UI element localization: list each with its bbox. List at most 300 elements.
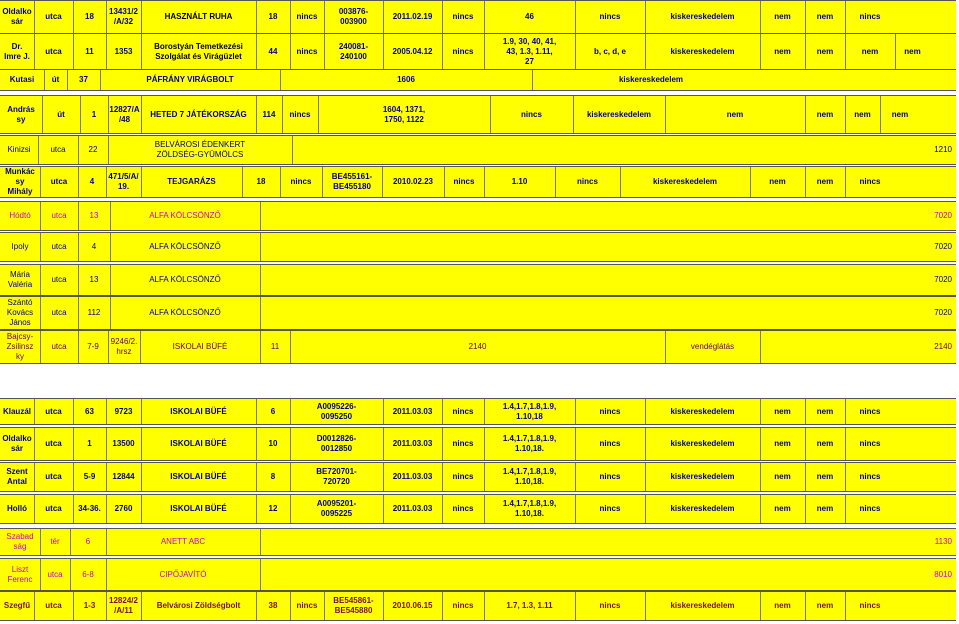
cell-divider xyxy=(645,495,646,523)
table-cell: tér xyxy=(50,537,60,546)
cell-divider xyxy=(845,96,846,133)
cell-divider xyxy=(760,1,761,33)
table-cell: Klauzál xyxy=(2,406,31,416)
table-cell: Szántó Kovács János xyxy=(6,298,34,327)
table-cell: nincs xyxy=(296,12,318,21)
table-row xyxy=(0,201,956,231)
table-cell: 2011.03.03 xyxy=(392,472,433,481)
table-cell: nincs xyxy=(577,177,598,186)
table-cell: A0095201- 0095225 xyxy=(316,499,357,518)
table-cell: utca xyxy=(50,145,66,154)
table-cell: 8 xyxy=(270,472,276,481)
cell-divider xyxy=(260,265,261,295)
table-cell: 9246/2. hrsz xyxy=(110,337,138,356)
table-cell: 7-9 xyxy=(87,342,99,351)
table-cell: nincs xyxy=(453,177,475,186)
table-cell: nincs xyxy=(452,472,474,481)
cell-divider xyxy=(805,167,806,197)
table-cell: kiskereskedelem xyxy=(670,439,735,448)
table-cell: 1.10 xyxy=(511,177,528,186)
cell-divider xyxy=(40,265,41,295)
cell-divider xyxy=(42,96,43,133)
table-cell: 2011.03.03 xyxy=(392,439,433,448)
cell-divider xyxy=(805,399,806,424)
table-cell: 2011.03.03 xyxy=(392,504,433,513)
table-cell: kiskereskedelem xyxy=(670,601,735,610)
cell-divider xyxy=(141,428,142,460)
cell-divider xyxy=(141,96,142,133)
table-cell: nincs xyxy=(452,406,474,416)
cell-divider xyxy=(40,297,41,329)
table-cell: BE720701- 720720 xyxy=(316,467,357,486)
cell-divider xyxy=(760,331,761,363)
cell-divider xyxy=(260,202,261,230)
cell-divider xyxy=(290,463,291,491)
table-cell: HASZNÁLT RUHA xyxy=(164,12,233,21)
table-cell: nincs xyxy=(452,504,474,513)
table-cell: A0095226- 0095250 xyxy=(316,401,357,421)
table-cell: b, c, d, e xyxy=(593,46,626,56)
table-cell: 1.4,1.7,1.8,1.9, 1.10,18. xyxy=(502,499,557,518)
cell-divider xyxy=(760,34,761,69)
table-cell: nem xyxy=(816,12,834,21)
table-cell: 1353 xyxy=(114,46,133,56)
cell-divider xyxy=(106,167,107,197)
table-cell: 34-36. xyxy=(78,504,101,513)
table-cell: 2140 xyxy=(468,342,487,351)
cell-divider xyxy=(760,592,761,620)
table-cell: 003876- 003900 xyxy=(338,7,369,26)
cell-divider xyxy=(760,428,761,460)
table-cell: 2011.03.03 xyxy=(392,406,433,416)
cell-divider xyxy=(78,233,79,261)
table-cell: nem xyxy=(769,177,786,186)
cell-divider xyxy=(141,399,142,424)
cell-divider xyxy=(805,428,806,460)
table-cell: nem xyxy=(774,12,791,21)
cell-divider xyxy=(484,167,485,197)
cell-divider xyxy=(106,529,107,555)
table-cell: nincs xyxy=(599,601,621,610)
cell-divider xyxy=(845,428,846,460)
cell-divider xyxy=(575,592,576,620)
cell-divider xyxy=(256,34,257,69)
cell-divider xyxy=(845,463,846,491)
cell-divider xyxy=(845,1,846,33)
table-cell: kiskereskedelem xyxy=(670,12,735,21)
cell-divider xyxy=(40,559,41,590)
table-cell: Szegfű xyxy=(3,601,31,610)
cell-divider xyxy=(34,34,35,69)
cell-divider xyxy=(442,592,443,620)
table-row xyxy=(0,591,956,621)
table-cell: ISKOLAI BÜFÉ xyxy=(170,406,227,416)
table-cell: 1.7, 1.3, 1.11 xyxy=(506,601,553,610)
table-cell: nem xyxy=(816,46,834,56)
table-cell: kiskereskedelem xyxy=(670,504,735,513)
table-cell: ISKOLAI BÜFÉ xyxy=(170,439,227,448)
table-cell: utca xyxy=(45,46,62,56)
table-cell: BE455161- BE455180 xyxy=(331,172,373,191)
cell-divider xyxy=(73,592,74,620)
cell-divider xyxy=(40,167,41,197)
cell-divider xyxy=(845,34,846,69)
cell-divider xyxy=(106,495,107,523)
table-cell: 1 xyxy=(91,109,97,119)
cell-divider xyxy=(40,331,41,363)
cell-divider xyxy=(73,463,74,491)
table-cell: BELVÁROSI ÉDENKERT ZÖLDSÉG-GYÜMÖLCS xyxy=(154,140,246,159)
cell-divider xyxy=(760,463,761,491)
table-cell: nem xyxy=(774,472,791,481)
table-cell: nem xyxy=(816,504,834,513)
table-cell: 7020 xyxy=(934,211,952,220)
cell-divider xyxy=(282,96,283,133)
cell-divider xyxy=(383,495,384,523)
table-cell: kiskereskedelem xyxy=(670,472,735,481)
cell-divider xyxy=(260,331,261,363)
cell-divider xyxy=(73,495,74,523)
table-cell: nem xyxy=(861,46,879,56)
cell-divider xyxy=(845,167,846,197)
table-row xyxy=(0,33,956,70)
table-cell: nincs xyxy=(296,46,318,56)
cell-divider xyxy=(34,463,35,491)
table-cell: PÁFRÁNY VIRÁGBOLT xyxy=(146,75,234,84)
table-cell: kiskereskedelem xyxy=(670,406,735,416)
table-cell: utca xyxy=(45,601,62,610)
table-cell: nincs xyxy=(859,406,881,416)
table-cell: nem xyxy=(891,109,909,119)
cell-divider xyxy=(324,1,325,33)
cell-divider xyxy=(78,265,79,295)
table-cell: nincs xyxy=(452,12,474,21)
table-cell: 2760 xyxy=(114,504,133,513)
table-cell: 5-9 xyxy=(83,472,96,481)
cell-divider xyxy=(70,529,71,555)
table-cell: 13500 xyxy=(112,439,135,448)
table-cell: nem xyxy=(774,504,791,513)
table-cell: utca xyxy=(47,569,63,579)
table-cell: 6 xyxy=(270,406,276,416)
table-cell: nem xyxy=(726,109,744,119)
table-row xyxy=(0,558,956,591)
cell-divider xyxy=(442,463,443,491)
table-row xyxy=(0,69,956,91)
cell-divider xyxy=(260,529,261,555)
table-cell: nincs xyxy=(289,109,311,119)
cell-divider xyxy=(575,1,576,33)
table-cell: 7020 xyxy=(934,308,952,317)
table-cell: 1.4,1.7,1.8,1.9, 1.10,18 xyxy=(502,401,557,421)
table-row xyxy=(0,296,956,330)
cell-divider xyxy=(290,1,291,33)
table-cell: 4 xyxy=(91,242,97,251)
table-cell: 1.4,1.7,1.8,1.9, 1.10,18. xyxy=(502,434,557,453)
cell-divider xyxy=(484,592,485,620)
table-cell: 38 xyxy=(268,601,278,610)
table-cell: út xyxy=(57,109,65,119)
cell-divider xyxy=(141,167,142,197)
cell-divider xyxy=(260,559,261,590)
cell-divider xyxy=(382,167,383,197)
table-cell: 13 xyxy=(89,275,99,284)
cell-divider xyxy=(256,96,257,133)
cell-divider xyxy=(280,70,281,90)
cell-divider xyxy=(256,592,257,620)
table-cell: 1.4,1.7,1.8,1.9, 1.10,18. xyxy=(502,467,557,486)
cell-divider xyxy=(845,495,846,523)
cell-divider xyxy=(141,495,142,523)
table-cell: kiskereskedelem xyxy=(652,177,718,186)
table-cell: nincs xyxy=(452,46,474,56)
table-cell: nincs xyxy=(859,504,881,513)
cell-divider xyxy=(532,70,533,90)
cell-divider xyxy=(484,1,485,33)
cell-divider xyxy=(40,529,41,555)
table-cell: 1-3 xyxy=(83,601,96,610)
cell-divider xyxy=(256,495,257,523)
cell-divider xyxy=(73,34,74,69)
table-cell: BE545861- BE545880 xyxy=(333,596,374,615)
table-cell: TEJGARÁZS xyxy=(167,177,216,186)
table-cell: HETED 7 JÁTÉKORSZÁG xyxy=(150,109,247,119)
cell-divider xyxy=(242,167,243,197)
table-cell: utca xyxy=(50,177,68,186)
table-cell: 2005.04.12 xyxy=(392,46,433,56)
table-cell: kiskereskedelem xyxy=(618,75,684,84)
cell-divider xyxy=(73,428,74,460)
cell-divider xyxy=(383,1,384,33)
cell-divider xyxy=(78,297,79,329)
table-cell: nincs xyxy=(599,472,621,481)
table-cell: 12827/A /48 xyxy=(109,104,140,124)
table-cell: 2011.02.19 xyxy=(392,12,433,21)
cell-divider xyxy=(106,559,107,590)
table-cell: 63 xyxy=(85,406,94,416)
cell-divider xyxy=(141,1,142,33)
table-cell: 44 xyxy=(268,46,278,56)
table-cell: utca xyxy=(45,12,62,21)
table-cell: 12824/2 /A/11 xyxy=(109,596,138,615)
table-cell: D0012826- 0012850 xyxy=(316,434,357,453)
table-cell: nincs xyxy=(859,439,881,448)
table-cell: nem xyxy=(904,46,921,56)
cell-divider xyxy=(383,592,384,620)
cell-divider xyxy=(575,463,576,491)
table-cell: Bajcsy- Zsilinsz ky xyxy=(6,332,34,361)
table-cell: nincs xyxy=(599,439,621,448)
table-cell: CIPŐJAVÍTÓ xyxy=(159,569,207,579)
cell-divider xyxy=(383,399,384,424)
cell-divider xyxy=(38,136,39,164)
table-cell: 10 xyxy=(268,439,278,448)
table-cell: 6 xyxy=(85,537,91,546)
cell-divider xyxy=(805,592,806,620)
table-cell: 6-8 xyxy=(82,569,94,579)
cell-divider xyxy=(40,233,41,261)
table-row xyxy=(0,264,956,296)
cell-divider xyxy=(34,428,35,460)
table-cell: utca xyxy=(45,439,62,448)
cell-divider xyxy=(484,463,485,491)
table-cell: kiskereskedelem xyxy=(670,46,735,56)
table-cell: ISKOLAI BÜFÉ xyxy=(172,342,228,351)
table-cell: 37 xyxy=(79,75,88,84)
cell-divider xyxy=(805,1,806,33)
cell-divider xyxy=(73,1,74,33)
table-cell: nem xyxy=(816,472,834,481)
table-cell: 112 xyxy=(87,308,101,317)
cell-divider xyxy=(575,428,576,460)
cell-divider xyxy=(110,265,111,295)
cell-divider xyxy=(256,428,257,460)
table-cell: Mária Valéria xyxy=(7,270,33,289)
cell-divider xyxy=(34,399,35,424)
table-cell: Ipoly xyxy=(11,242,29,251)
cell-divider xyxy=(40,202,41,230)
cell-divider xyxy=(324,592,325,620)
cell-divider xyxy=(106,592,107,620)
cell-divider xyxy=(383,428,384,460)
cell-divider xyxy=(322,167,323,197)
table-cell: nincs xyxy=(599,406,621,416)
table-cell: ALFA KÖLCSÖNZŐ xyxy=(149,308,221,317)
table-cell: nincs xyxy=(859,12,881,21)
table-cell: nincs xyxy=(452,439,474,448)
table-cell: 11 xyxy=(270,342,280,351)
cell-divider xyxy=(665,96,666,133)
table-cell: 1606 xyxy=(397,75,415,84)
table-cell: nincs xyxy=(452,601,474,610)
cell-divider xyxy=(484,399,485,424)
cell-divider xyxy=(108,331,109,363)
table-cell: nem xyxy=(774,46,791,56)
cell-divider xyxy=(292,136,293,164)
table-cell: nincs xyxy=(290,177,312,186)
table-cell: Kutasi xyxy=(9,75,35,84)
cell-divider xyxy=(645,592,646,620)
cell-divider xyxy=(880,96,881,133)
table-cell: 1 xyxy=(87,439,92,448)
table-cell: 2010.06.15 xyxy=(392,601,433,610)
table-cell: ALFA KÖLCSÖNZŐ xyxy=(149,242,221,251)
cell-divider xyxy=(805,96,806,133)
table-cell: 4 xyxy=(89,177,95,186)
cell-divider xyxy=(106,428,107,460)
table-cell: nem xyxy=(816,177,834,186)
cell-divider xyxy=(256,463,257,491)
cell-divider xyxy=(383,463,384,491)
cell-divider xyxy=(290,331,291,363)
table-row xyxy=(0,398,956,425)
cell-divider xyxy=(67,70,68,90)
table-row xyxy=(0,494,956,524)
table-row xyxy=(0,462,956,492)
cell-divider xyxy=(760,399,761,424)
table-cell: nincs xyxy=(521,109,542,119)
table-cell: nincs xyxy=(859,472,881,481)
table-cell: nem xyxy=(774,439,791,448)
cell-divider xyxy=(110,233,111,261)
cell-divider xyxy=(141,592,142,620)
table-cell: 8010 xyxy=(934,569,952,579)
cell-divider xyxy=(442,399,443,424)
table-cell: utca xyxy=(51,275,67,284)
cell-divider xyxy=(442,34,443,69)
cell-divider xyxy=(575,495,576,523)
table-cell: Holló xyxy=(7,504,27,513)
table-cell: utca xyxy=(51,242,67,251)
table-row xyxy=(0,0,956,34)
cell-divider xyxy=(78,136,79,164)
cell-divider xyxy=(645,1,646,33)
table-cell: ALFA KÖLCSÖNZŐ xyxy=(149,211,221,220)
table-cell: Dr. Imre J. xyxy=(4,41,30,61)
table-cell: 13431/2 /A/32 xyxy=(109,7,138,26)
cell-divider xyxy=(575,34,576,69)
table-cell: 46 xyxy=(525,12,534,21)
table-cell: nem xyxy=(774,406,791,416)
table-cell: vendéglátás xyxy=(690,342,735,351)
cell-divider xyxy=(555,167,556,197)
table-cell: nem xyxy=(816,601,834,610)
cell-divider xyxy=(383,34,384,69)
cell-divider xyxy=(256,399,257,424)
table-cell: 471/5/A/ 19. xyxy=(108,172,139,191)
table-cell: nem xyxy=(774,601,791,610)
table-cell: 1.9, 30, 40, 41, 43, 1.3, 1.11, 27 xyxy=(502,36,557,66)
table-cell: nem xyxy=(854,109,871,119)
table-cell: nem xyxy=(816,406,834,416)
table-cell: 9723 xyxy=(114,406,133,416)
table-cell: 12 xyxy=(268,504,278,513)
table-cell: utca xyxy=(51,342,67,351)
cell-divider xyxy=(484,34,485,69)
table-cell: utca xyxy=(45,472,62,481)
table-cell: ISKOLAI BÜFÉ xyxy=(170,504,227,513)
cell-divider xyxy=(106,34,107,69)
cell-divider xyxy=(444,167,445,197)
table-cell: Belvárosi Zöldségbolt xyxy=(156,601,241,610)
cell-divider xyxy=(290,399,291,424)
table-cell: nem xyxy=(816,439,834,448)
cell-divider xyxy=(442,428,443,460)
cell-divider xyxy=(141,34,142,69)
cell-divider xyxy=(78,331,79,363)
cell-divider xyxy=(260,297,261,329)
table-cell: 7020 xyxy=(934,275,952,284)
table-cell: 1210 xyxy=(934,145,952,154)
cell-divider xyxy=(805,463,806,491)
table-row xyxy=(0,330,956,364)
cell-divider xyxy=(750,167,751,197)
table-cell: Liszt Ferenc xyxy=(7,564,33,584)
cell-divider xyxy=(34,1,35,33)
table-row xyxy=(0,528,956,556)
table-cell: nincs xyxy=(599,12,621,21)
cell-divider xyxy=(442,1,443,33)
cell-divider xyxy=(78,167,79,197)
table-row xyxy=(0,232,956,262)
cell-divider xyxy=(442,495,443,523)
table-cell: nincs xyxy=(859,177,881,186)
table-cell: 12844 xyxy=(112,472,135,481)
cell-divider xyxy=(665,331,666,363)
cell-divider xyxy=(805,34,806,69)
cell-divider xyxy=(106,1,107,33)
cell-divider xyxy=(106,399,107,424)
